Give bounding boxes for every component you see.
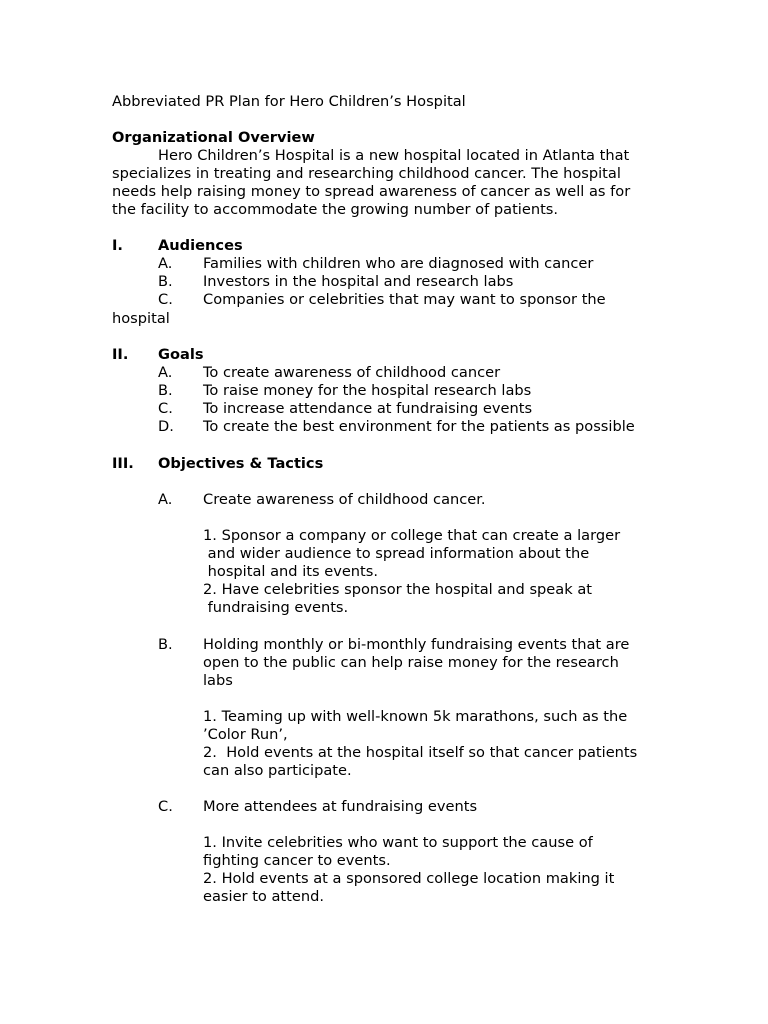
tactic-line: 2. Hold events at the hospital itself so that cancer patients [203, 744, 638, 761]
item-text-line: open to the public can help raise money for the research [203, 654, 619, 671]
tactic-line: hospital and its events. [203, 563, 379, 580]
tactic-line: fundraising events. [203, 599, 349, 616]
section-heading: Audiences [158, 237, 243, 254]
item-text: Investors in the hospital and research labs [203, 273, 514, 290]
tactic-line: 1. Invite celebrities who want to support the cause of [203, 834, 593, 851]
overview-line: the facility to accommodate the growing number of patients. [112, 201, 559, 218]
tactic-line: easier to attend. [203, 888, 325, 905]
item-letter: A. [158, 255, 173, 272]
tactic-line: 1. Sponsor a company or college that can create a larger [203, 527, 621, 544]
item-text: To create awareness of childhood cancer [203, 364, 501, 381]
item-letter: D. [158, 418, 174, 435]
item-letter: A. [158, 364, 173, 381]
tactic-line: 2. Have celebrities sponsor the hospital and speak at [203, 581, 592, 598]
document-title: Abbreviated PR Plan for Hero Children’s Hospital [112, 93, 466, 110]
tactic-line: can also participate. [203, 762, 352, 779]
overview-line: Hero Children’s Hospital is a new hospital located in Atlanta that [158, 147, 630, 164]
item-letter: B. [158, 636, 173, 653]
item-text: Families with children who are diagnosed with cancer [203, 255, 594, 272]
item-text: Holding monthly or bi-monthly fundraising events that are [203, 636, 630, 653]
item-text: Create awareness of childhood cancer. [203, 491, 486, 508]
section-heading: Objectives & Tactics [158, 455, 324, 472]
item-text: Companies or celebrities that may want to sponsor the [203, 291, 606, 308]
item-letter: C. [158, 291, 173, 308]
overview-line: specializes in treating and researching childhood cancer. The hospital [112, 165, 621, 182]
tactic-line: ’Color Run’, [203, 726, 288, 743]
item-letter: A. [158, 491, 173, 508]
item-text: To create the best environment for the patients as possible [203, 418, 635, 435]
tactic-line: 1. Teaming up with well-known 5k marathons, such as the [203, 708, 628, 725]
item-text-wrap: hospital [112, 310, 170, 327]
overview-line: needs help raising money to spread awareness of cancer as well as for [112, 183, 631, 200]
item-letter: C. [158, 798, 173, 815]
item-letter: B. [158, 273, 173, 290]
item-letter: C. [158, 400, 173, 417]
tactic-line: and wider audience to spread information about the [203, 545, 590, 562]
item-text-line: labs [203, 672, 233, 689]
item-text: To increase attendance at fundraising events [203, 400, 533, 417]
overview-heading: Organizational Overview [112, 129, 315, 146]
item-text: More attendees at fundraising events [203, 798, 478, 815]
tactic-line: fighting cancer to events. [203, 852, 391, 869]
section-numeral: III. [112, 455, 134, 472]
section-heading: Goals [158, 346, 204, 363]
section-numeral: I. [112, 237, 123, 254]
item-text: To raise money for the hospital research labs [203, 382, 532, 399]
section-numeral: II. [112, 346, 129, 363]
tactic-line: 2. Hold events at a sponsored college location making it [203, 870, 615, 887]
item-letter: B. [158, 382, 173, 399]
